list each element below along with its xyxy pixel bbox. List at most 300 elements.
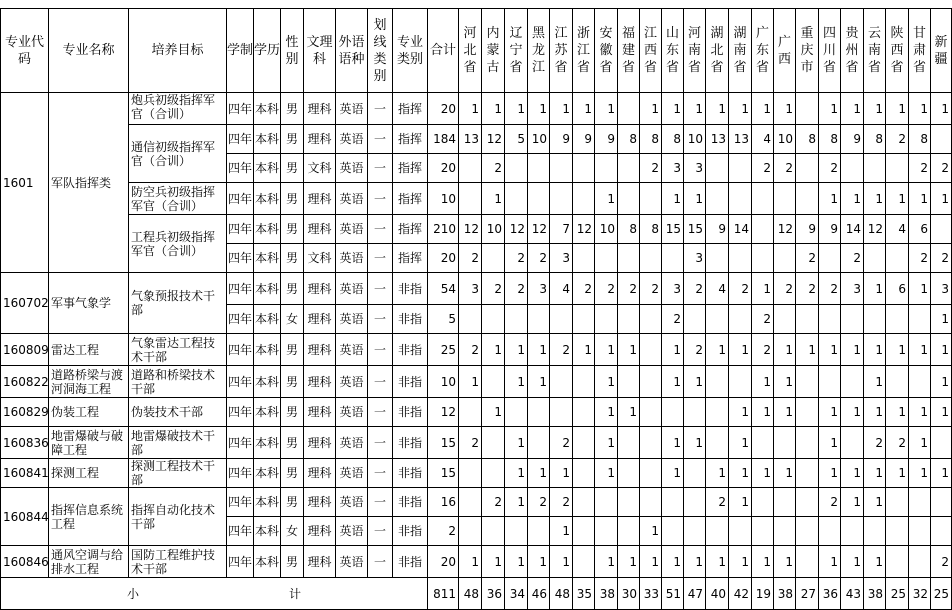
- province-quota-cell: 1: [864, 273, 886, 305]
- province-quota-cell: [774, 427, 796, 459]
- province-quota-cell: 1: [662, 459, 684, 488]
- province-quota-cell: [931, 125, 952, 154]
- province-quota-cell: 1: [931, 93, 952, 125]
- province-quota-cell: 13: [459, 125, 482, 154]
- major-code-cell: 160841: [1, 459, 49, 488]
- province-quota-cell: 2: [909, 244, 931, 273]
- attr-cell-zy: 非指: [393, 273, 428, 305]
- province-quota-cell: [796, 459, 819, 488]
- province-quota-cell: [796, 305, 819, 334]
- header-cell: 重庆市: [796, 9, 819, 93]
- table-row: [1, 459, 952, 488]
- attr-cell-wy: 英语: [336, 93, 368, 125]
- province-quota-cell: 13: [706, 125, 729, 154]
- province-quota-cell: [528, 517, 550, 546]
- province-quota-cell: [796, 366, 819, 398]
- province-quota-cell: [550, 305, 573, 334]
- attr-cell-wy: 英语: [336, 488, 368, 517]
- province-quota-cell: [706, 183, 729, 215]
- province-quota-cell: 1: [752, 459, 774, 488]
- header-cell: 黑龙江: [528, 9, 550, 93]
- province-quota-cell: [573, 244, 595, 273]
- province-quota-cell: [796, 427, 819, 459]
- province-quota-cell: [482, 366, 505, 398]
- subtotal-province-cell: 48: [459, 578, 482, 610]
- province-quota-cell: [729, 154, 752, 183]
- attr-cell-hx: 一: [368, 125, 393, 154]
- province-quota-cell: [550, 154, 573, 183]
- province-quota-cell: [886, 517, 909, 546]
- province-quota-cell: [886, 244, 909, 273]
- attr-cell-wy: 英语: [336, 273, 368, 305]
- province-quota-cell: 1: [640, 517, 662, 546]
- subtotal-province-cell: 30: [618, 578, 640, 610]
- attr-cell-xl: 本科: [254, 215, 281, 244]
- province-quota-cell: 1: [528, 459, 550, 488]
- province-quota-cell: 1: [909, 427, 931, 459]
- province-quota-cell: [931, 517, 952, 546]
- province-quota-cell: 1: [684, 546, 706, 578]
- province-quota-cell: 7: [550, 215, 573, 244]
- province-quota-cell: [752, 215, 774, 244]
- attr-cell-zy: 非指: [393, 427, 428, 459]
- header-cell: 四川省: [819, 9, 841, 93]
- attr-cell-xl: 本科: [254, 93, 281, 125]
- header-cell: 学历: [254, 9, 281, 93]
- province-quota-cell: 1: [909, 334, 931, 366]
- enrollment-table: [0, 8, 952, 610]
- attr-cell-xb: 男: [281, 488, 304, 517]
- province-quota-cell: [931, 488, 952, 517]
- province-quota-cell: 1: [864, 183, 886, 215]
- attr-cell-hx: 一: [368, 459, 393, 488]
- province-quota-cell: 2: [482, 488, 505, 517]
- province-quota-cell: [459, 154, 482, 183]
- province-quota-cell: [774, 183, 796, 215]
- province-quota-cell: [550, 366, 573, 398]
- attr-cell-hx: 一: [368, 427, 393, 459]
- attr-cell-zy: 非指: [393, 334, 428, 366]
- attr-cell-wl: 文科: [304, 154, 336, 183]
- province-quota-cell: [774, 244, 796, 273]
- province-quota-cell: 1: [528, 334, 550, 366]
- province-quota-cell: 2: [774, 273, 796, 305]
- attr-cell-wl: 理科: [304, 459, 336, 488]
- province-quota-cell: [706, 305, 729, 334]
- row-total-cell: 16: [428, 488, 459, 517]
- attr-cell-zy: 指挥: [393, 125, 428, 154]
- province-quota-cell: 1: [550, 93, 573, 125]
- province-quota-cell: [729, 366, 752, 398]
- province-quota-cell: 1: [729, 398, 752, 427]
- province-quota-cell: 13: [729, 125, 752, 154]
- province-quota-cell: 1: [662, 183, 684, 215]
- province-quota-cell: [684, 459, 706, 488]
- attr-cell-hx: 一: [368, 93, 393, 125]
- row-total-cell: 10: [428, 366, 459, 398]
- attr-cell-wl: 理科: [304, 398, 336, 427]
- major-name-cell: 地雷爆破与破障工程: [49, 427, 129, 459]
- attr-cell-xz: 四年: [227, 273, 254, 305]
- major-code-cell: 160846: [1, 546, 49, 578]
- province-quota-cell: [459, 459, 482, 488]
- province-quota-cell: [752, 517, 774, 546]
- table-row: [1, 427, 952, 459]
- row-total-cell: 20: [428, 154, 459, 183]
- province-quota-cell: 8: [819, 125, 841, 154]
- province-quota-cell: 1: [729, 488, 752, 517]
- province-quota-cell: 1: [706, 546, 729, 578]
- province-quota-cell: 1: [729, 427, 752, 459]
- province-quota-cell: [819, 244, 841, 273]
- province-quota-cell: 1: [931, 183, 952, 215]
- subtotal-province-cell: 47: [684, 578, 706, 610]
- province-quota-cell: [706, 517, 729, 546]
- province-quota-cell: 1: [640, 93, 662, 125]
- province-quota-cell: [640, 398, 662, 427]
- province-quota-cell: 10: [595, 215, 618, 244]
- province-quota-cell: [505, 183, 528, 215]
- attr-cell-hx: 一: [368, 273, 393, 305]
- province-quota-cell: 1: [482, 546, 505, 578]
- province-quota-cell: 3: [550, 244, 573, 273]
- training-target-cell: 气象预报技术干部: [129, 273, 227, 334]
- table-row: [1, 546, 952, 578]
- attr-cell-xl: 本科: [254, 398, 281, 427]
- province-quota-cell: [550, 183, 573, 215]
- province-quota-cell: 2: [459, 427, 482, 459]
- province-quota-cell: 2: [819, 488, 841, 517]
- province-quota-cell: 9: [550, 125, 573, 154]
- subtotal-province-cell: 19: [752, 578, 774, 610]
- attr-cell-wl: 理科: [304, 93, 336, 125]
- subtotal-province-cell: 27: [796, 578, 819, 610]
- province-quota-cell: [573, 517, 595, 546]
- province-quota-cell: [864, 305, 886, 334]
- province-quota-cell: 3: [684, 244, 706, 273]
- attr-cell-zy: 非指: [393, 398, 428, 427]
- province-quota-cell: 2: [909, 154, 931, 183]
- attr-cell-xl: 本科: [254, 517, 281, 546]
- attr-cell-xl: 本科: [254, 125, 281, 154]
- province-quota-cell: 2: [796, 273, 819, 305]
- province-quota-cell: [640, 334, 662, 366]
- province-quota-cell: [684, 517, 706, 546]
- province-quota-cell: 1: [505, 93, 528, 125]
- attr-cell-xz: 四年: [227, 517, 254, 546]
- attr-cell-wy: 英语: [336, 244, 368, 273]
- province-quota-cell: 1: [459, 366, 482, 398]
- attr-cell-zy: 非指: [393, 459, 428, 488]
- row-total-cell: 210: [428, 215, 459, 244]
- province-quota-cell: 1: [752, 398, 774, 427]
- subtotal-province-cell: 40: [706, 578, 729, 610]
- province-quota-cell: 1: [640, 546, 662, 578]
- province-quota-cell: 3: [662, 273, 684, 305]
- province-quota-cell: [640, 488, 662, 517]
- attr-cell-wl: 理科: [304, 273, 336, 305]
- row-total-cell: 20: [428, 93, 459, 125]
- province-quota-cell: [595, 305, 618, 334]
- attr-cell-hx: 一: [368, 366, 393, 398]
- province-quota-cell: 1: [505, 459, 528, 488]
- attr-cell-xl: 本科: [254, 459, 281, 488]
- province-quota-cell: 1: [909, 398, 931, 427]
- province-quota-cell: 1: [505, 366, 528, 398]
- province-quota-cell: 1: [662, 366, 684, 398]
- province-quota-cell: 1: [886, 334, 909, 366]
- province-quota-cell: 2: [528, 244, 550, 273]
- province-quota-cell: 8: [662, 125, 684, 154]
- province-quota-cell: 1: [752, 93, 774, 125]
- province-quota-cell: 1: [662, 427, 684, 459]
- province-quota-cell: 15: [662, 215, 684, 244]
- province-quota-cell: [482, 244, 505, 273]
- province-quota-cell: 1: [528, 546, 550, 578]
- attr-cell-hx: 一: [368, 334, 393, 366]
- province-quota-cell: 1: [819, 459, 841, 488]
- province-quota-cell: 2: [640, 273, 662, 305]
- province-quota-cell: 8: [618, 125, 640, 154]
- province-quota-cell: [841, 517, 864, 546]
- training-target-cell: 国防工程维护技术干部: [129, 546, 227, 578]
- province-quota-cell: [819, 517, 841, 546]
- attr-cell-zy: 指挥: [393, 154, 428, 183]
- subtotal-total: 811: [428, 578, 459, 610]
- province-quota-cell: 1: [864, 398, 886, 427]
- attr-cell-xz: 四年: [227, 305, 254, 334]
- province-quota-cell: [618, 488, 640, 517]
- province-quota-cell: 1: [595, 427, 618, 459]
- province-quota-cell: 8: [909, 125, 931, 154]
- table-row: [1, 398, 952, 427]
- province-quota-cell: 1: [931, 305, 952, 334]
- province-quota-cell: 1: [706, 93, 729, 125]
- province-quota-cell: [841, 427, 864, 459]
- province-quota-cell: 3: [528, 273, 550, 305]
- province-quota-cell: [729, 305, 752, 334]
- province-quota-cell: 1: [752, 273, 774, 305]
- province-quota-cell: 1: [752, 366, 774, 398]
- province-quota-cell: 1: [909, 93, 931, 125]
- attr-cell-xb: 男: [281, 183, 304, 215]
- province-quota-cell: 2: [618, 273, 640, 305]
- province-quota-cell: [505, 398, 528, 427]
- province-quota-cell: 2: [662, 305, 684, 334]
- attr-cell-xb: 男: [281, 546, 304, 578]
- header-cell: 外语语种: [336, 9, 368, 93]
- province-quota-cell: 3: [684, 154, 706, 183]
- province-quota-cell: 10: [528, 125, 550, 154]
- province-quota-cell: 1: [841, 459, 864, 488]
- major-name-cell: 伪装工程: [49, 398, 129, 427]
- attr-cell-hx: 一: [368, 215, 393, 244]
- province-quota-cell: 4: [886, 215, 909, 244]
- province-quota-cell: 5: [505, 125, 528, 154]
- header-cell: 广西: [774, 9, 796, 93]
- attr-cell-hx: 一: [368, 398, 393, 427]
- province-quota-cell: 9: [573, 125, 595, 154]
- attr-cell-wy: 英语: [336, 125, 368, 154]
- province-quota-cell: [819, 366, 841, 398]
- province-quota-cell: 2: [595, 273, 618, 305]
- province-quota-cell: [841, 154, 864, 183]
- province-quota-cell: [729, 244, 752, 273]
- province-quota-cell: 8: [640, 125, 662, 154]
- province-quota-cell: [459, 488, 482, 517]
- attr-cell-wy: 英语: [336, 459, 368, 488]
- province-quota-cell: 1: [796, 334, 819, 366]
- subtotal-province-cell: 38: [595, 578, 618, 610]
- province-quota-cell: 1: [505, 427, 528, 459]
- province-quota-cell: 1: [662, 93, 684, 125]
- row-total-cell: 54: [428, 273, 459, 305]
- attr-cell-xl: 本科: [254, 305, 281, 334]
- attr-cell-xb: 女: [281, 517, 304, 546]
- province-quota-cell: 1: [886, 459, 909, 488]
- province-quota-cell: [618, 517, 640, 546]
- province-quota-cell: [640, 244, 662, 273]
- province-quota-cell: 1: [618, 334, 640, 366]
- province-quota-cell: [886, 546, 909, 578]
- province-quota-cell: 1: [931, 366, 952, 398]
- header-cell: 甘肃省: [909, 9, 931, 93]
- province-quota-cell: 12: [459, 215, 482, 244]
- province-quota-cell: [640, 427, 662, 459]
- province-quota-cell: [662, 517, 684, 546]
- province-quota-cell: [796, 517, 819, 546]
- province-quota-cell: [706, 427, 729, 459]
- province-quota-cell: 2: [752, 334, 774, 366]
- province-quota-cell: [618, 183, 640, 215]
- province-quota-cell: [774, 488, 796, 517]
- province-quota-cell: 1: [841, 398, 864, 427]
- header-cell: 浙江省: [573, 9, 595, 93]
- province-quota-cell: [886, 305, 909, 334]
- attr-cell-wy: 英语: [336, 215, 368, 244]
- attr-cell-wy: 英语: [336, 398, 368, 427]
- training-target-cell: 探测工程技术干部: [129, 459, 227, 488]
- province-quota-cell: 9: [796, 215, 819, 244]
- province-quota-cell: 2: [864, 427, 886, 459]
- province-quota-cell: 15: [684, 215, 706, 244]
- province-quota-cell: [482, 427, 505, 459]
- attr-cell-xl: 本科: [254, 334, 281, 366]
- province-quota-cell: [573, 546, 595, 578]
- subtotal-row: [1, 578, 952, 610]
- row-total-cell: 12: [428, 398, 459, 427]
- major-code-cell: 160844: [1, 488, 49, 546]
- header-cell: 江苏省: [550, 9, 573, 93]
- province-quota-cell: 3: [459, 273, 482, 305]
- attr-cell-xl: 本科: [254, 488, 281, 517]
- province-quota-cell: 2: [684, 334, 706, 366]
- province-quota-cell: [528, 398, 550, 427]
- header-cell: 江西省: [640, 9, 662, 93]
- province-quota-cell: 1: [864, 546, 886, 578]
- subtotal-province-cell: 25: [886, 578, 909, 610]
- subtotal-province-cell: 25: [931, 578, 952, 610]
- attr-cell-xb: 男: [281, 427, 304, 459]
- major-code-cell: 160822: [1, 366, 49, 398]
- province-quota-cell: 3: [662, 154, 684, 183]
- province-quota-cell: 4: [550, 273, 573, 305]
- subtotal-label-cell: [1, 578, 428, 610]
- header-cell: 安徽省: [595, 9, 618, 93]
- header-cell: 文理科: [304, 9, 336, 93]
- province-quota-cell: 9: [595, 125, 618, 154]
- province-quota-cell: [864, 517, 886, 546]
- province-quota-cell: [662, 488, 684, 517]
- attr-cell-wl: 理科: [304, 366, 336, 398]
- major-name-cell: 指挥信息系统工程: [49, 488, 129, 546]
- header-cell: 云南省: [864, 9, 886, 93]
- subtotal-province-cell: 35: [573, 578, 595, 610]
- province-quota-cell: 1: [482, 93, 505, 125]
- province-quota-cell: [482, 459, 505, 488]
- subtotal-province-cell: 34: [505, 578, 528, 610]
- attr-cell-xb: 男: [281, 244, 304, 273]
- province-quota-cell: 1: [841, 93, 864, 125]
- province-quota-cell: [729, 183, 752, 215]
- province-quota-cell: 3: [841, 273, 864, 305]
- attr-cell-hx: 一: [368, 546, 393, 578]
- province-quota-cell: [796, 154, 819, 183]
- province-quota-cell: [752, 427, 774, 459]
- province-quota-cell: 1: [684, 366, 706, 398]
- attr-cell-zy: 非指: [393, 517, 428, 546]
- province-quota-cell: 2: [819, 154, 841, 183]
- province-quota-cell: 2: [573, 273, 595, 305]
- province-quota-cell: [459, 517, 482, 546]
- province-quota-cell: 1: [706, 334, 729, 366]
- province-quota-cell: 12: [505, 215, 528, 244]
- province-quota-cell: [706, 398, 729, 427]
- province-quota-cell: 1: [774, 398, 796, 427]
- province-quota-cell: 2: [729, 273, 752, 305]
- province-quota-cell: 10: [684, 125, 706, 154]
- province-quota-cell: 1: [528, 93, 550, 125]
- table-row: [1, 366, 952, 398]
- province-quota-cell: 1: [864, 459, 886, 488]
- province-quota-cell: 2: [774, 154, 796, 183]
- attr-cell-hx: 一: [368, 154, 393, 183]
- province-quota-cell: [752, 244, 774, 273]
- province-quota-cell: [595, 488, 618, 517]
- attr-cell-xz: 四年: [227, 215, 254, 244]
- row-total-cell: 5: [428, 305, 459, 334]
- row-total-cell: 15: [428, 459, 459, 488]
- province-quota-cell: [752, 183, 774, 215]
- attr-cell-wy: 英语: [336, 366, 368, 398]
- training-target-cell: 道路和桥梁技术干部: [129, 366, 227, 398]
- attr-cell-zy: 非指: [393, 366, 428, 398]
- province-quota-cell: 9: [841, 125, 864, 154]
- province-quota-cell: [886, 488, 909, 517]
- province-quota-cell: 1: [774, 93, 796, 125]
- subtotal-province-cell: 33: [640, 578, 662, 610]
- province-quota-cell: 1: [819, 398, 841, 427]
- province-quota-cell: 1: [573, 334, 595, 366]
- province-quota-cell: 1: [550, 459, 573, 488]
- header-row: [1, 9, 952, 93]
- header-cell: 湖南省: [729, 9, 752, 93]
- attr-cell-hx: 一: [368, 517, 393, 546]
- province-quota-cell: [459, 183, 482, 215]
- province-quota-cell: 2: [841, 244, 864, 273]
- attr-cell-wl: 文科: [304, 244, 336, 273]
- attr-cell-xl: 本科: [254, 183, 281, 215]
